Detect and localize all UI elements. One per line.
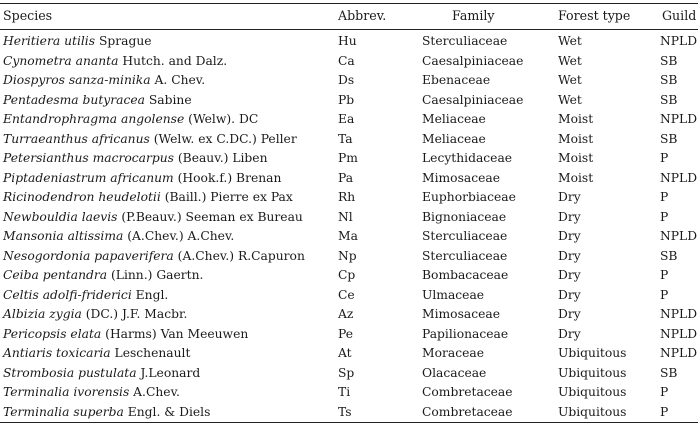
abbrev-cell: Pe bbox=[338, 326, 353, 341]
species-cell bbox=[3, 52, 227, 71]
header-family: Family bbox=[452, 8, 495, 23]
species-scientific-name: Diospyros sanza-minika bbox=[3, 73, 151, 87]
species-scientific-name: Mansonia altissima bbox=[3, 229, 124, 243]
forest-type-cell: Dry bbox=[558, 190, 581, 204]
abbrev-cell: Ta bbox=[338, 131, 353, 146]
table-row bbox=[0, 305, 700, 324]
table-row bbox=[0, 32, 700, 51]
forest-type-cell: Moist bbox=[558, 170, 594, 185]
family-cell: Lecythidaceae bbox=[422, 151, 513, 165]
species-scientific-name: Albizia zygia bbox=[3, 307, 82, 321]
abbrev-cell: Ti bbox=[338, 385, 351, 399]
species-scientific-name: Celtis adolfi-friderici bbox=[3, 287, 132, 302]
forest-type-cell: Dry bbox=[558, 209, 581, 224]
guild-cell: SB bbox=[660, 53, 678, 68]
guild-cell: SB bbox=[660, 248, 678, 263]
forest-type-cell: Wet bbox=[558, 34, 582, 48]
species-cell bbox=[3, 247, 305, 266]
table-row bbox=[0, 91, 700, 110]
species-author: J.Leonard bbox=[136, 365, 201, 380]
species-author: Engl. & Diels bbox=[123, 404, 211, 419]
abbrev-cell: Pm bbox=[338, 151, 358, 165]
guild-cell: NPLD bbox=[660, 170, 698, 185]
table-row bbox=[0, 325, 700, 344]
family-cell: Combretaceae bbox=[422, 404, 513, 419]
guild-cell: NPLD bbox=[660, 346, 698, 360]
species-scientific-name: Cynometra ananta bbox=[3, 53, 119, 68]
forest-type-cell: Dry bbox=[558, 307, 581, 321]
abbrev-cell: Ma bbox=[338, 229, 358, 243]
forest-type-cell: Moist bbox=[558, 131, 594, 146]
species-author: (Hook.f.) Brenan bbox=[173, 170, 282, 185]
abbrev-cell: Sp bbox=[338, 365, 355, 380]
abbrev-cell: Ce bbox=[338, 287, 355, 302]
abbrev-cell: Ea bbox=[338, 112, 355, 126]
species-author: (Linn.) Gaertn. bbox=[107, 268, 204, 282]
species-scientific-name: Ricinodendron heudelotii bbox=[3, 190, 161, 204]
table-row bbox=[0, 383, 700, 402]
species-cell bbox=[3, 266, 203, 285]
family-cell: Bombacaceae bbox=[422, 268, 509, 282]
abbrev-cell: Az bbox=[338, 307, 354, 321]
species-scientific-name: Ceiba pentandra bbox=[3, 268, 108, 282]
species-author: Hutch. and Dalz. bbox=[118, 53, 228, 68]
guild-cell: NPLD bbox=[660, 112, 698, 126]
family-cell: Caesalpiniaceae bbox=[422, 53, 524, 68]
species-author: Sprague bbox=[95, 34, 152, 48]
guild-cell: SB bbox=[660, 73, 678, 87]
species-cell bbox=[3, 188, 293, 207]
abbrev-cell: Nl bbox=[338, 209, 353, 224]
abbrev-cell: Rh bbox=[338, 190, 356, 204]
species-author: (Harms) Van Meeuwen bbox=[101, 326, 249, 341]
forest-type-cell: Wet bbox=[558, 53, 582, 68]
forest-type-cell: Dry bbox=[558, 287, 581, 302]
species-author: Engl. bbox=[131, 287, 169, 302]
species-cell bbox=[3, 344, 190, 363]
species-cell bbox=[3, 91, 192, 110]
table-row bbox=[0, 130, 700, 149]
guild-cell: NPLD bbox=[660, 326, 698, 341]
abbrev-cell: Ds bbox=[338, 73, 355, 87]
abbrev-cell: Np bbox=[338, 248, 357, 263]
forest-type-cell: Moist bbox=[558, 112, 594, 126]
guild-cell: P bbox=[660, 385, 669, 399]
species-scientific-name: Turraeanthus africanus bbox=[3, 131, 150, 146]
guild-cell: NPLD bbox=[660, 34, 698, 48]
abbrev-cell: At bbox=[338, 346, 352, 360]
table-row bbox=[0, 227, 700, 246]
abbrev-cell: Pb bbox=[338, 92, 355, 107]
family-cell: Meliaceae bbox=[422, 112, 486, 126]
species-scientific-name: Entandrophragma angolense bbox=[3, 112, 185, 126]
species-scientific-name: Terminalia ivorensis bbox=[3, 385, 130, 399]
species-cell bbox=[3, 208, 303, 227]
table-row bbox=[0, 169, 700, 188]
species-cell bbox=[3, 305, 187, 324]
family-cell: Papilionaceae bbox=[422, 326, 509, 341]
table-row bbox=[0, 403, 700, 422]
table-row bbox=[0, 208, 700, 227]
table-row bbox=[0, 364, 700, 383]
family-cell: Ulmaceae bbox=[422, 287, 485, 302]
header-forest-type: Forest type bbox=[558, 8, 631, 23]
table-top-rule bbox=[0, 3, 698, 4]
table-row bbox=[0, 188, 700, 207]
table-row bbox=[0, 286, 700, 305]
header-abbrev: Abbrev. bbox=[338, 8, 387, 23]
species-scientific-name: Heritiera utilis bbox=[3, 34, 96, 48]
guild-cell: SB bbox=[660, 131, 678, 146]
species-scientific-name: Nesogordonia papaverifera bbox=[3, 248, 174, 263]
forest-type-cell: Wet bbox=[558, 92, 582, 107]
table-row bbox=[0, 344, 700, 363]
species-author: (A.Chev.) A.Chev. bbox=[123, 229, 235, 243]
table-row bbox=[0, 110, 700, 129]
guild-cell: P bbox=[660, 209, 669, 224]
species-cell bbox=[3, 110, 258, 129]
family-cell: Mimosaceae bbox=[422, 170, 501, 185]
abbrev-cell: Ts bbox=[338, 404, 352, 419]
table-row bbox=[0, 71, 700, 90]
family-cell: Meliaceae bbox=[422, 131, 486, 146]
species-cell bbox=[3, 169, 281, 188]
species-cell bbox=[3, 71, 205, 90]
header-guild: Guild bbox=[662, 8, 697, 23]
table-row bbox=[0, 149, 700, 168]
family-cell: Combretaceae bbox=[422, 385, 513, 399]
species-scientific-name: Strombosia pustulata bbox=[3, 365, 137, 380]
guild-cell: P bbox=[660, 404, 669, 419]
guild-cell: P bbox=[660, 151, 669, 165]
species-scientific-name: Petersianthus macrocarpus bbox=[3, 151, 174, 165]
family-cell: Sterculiaceae bbox=[422, 229, 508, 243]
species-author: (P.Beauv.) Seeman ex Bureau bbox=[117, 209, 303, 224]
species-scientific-name: Pericopsis elata bbox=[3, 326, 102, 341]
table-bottom-rule bbox=[0, 422, 698, 423]
species-author: Sabine bbox=[144, 92, 192, 107]
family-cell: Olacaceae bbox=[422, 365, 487, 380]
guild-cell: NPLD bbox=[660, 307, 698, 321]
forest-type-cell: Ubiquitous bbox=[558, 365, 627, 380]
family-cell: Mimosaceae bbox=[422, 307, 501, 321]
guild-cell: SB bbox=[660, 365, 678, 380]
species-author: Leschenault bbox=[110, 346, 191, 360]
forest-type-cell: Dry bbox=[558, 268, 581, 282]
species-cell bbox=[3, 286, 168, 305]
species-author: A.Chev. bbox=[129, 385, 180, 399]
table-row bbox=[0, 266, 700, 285]
guild-cell: NPLD bbox=[660, 229, 698, 243]
forest-type-cell: Dry bbox=[558, 326, 581, 341]
family-cell: Sterculiaceae bbox=[422, 34, 508, 48]
species-cell bbox=[3, 130, 297, 149]
abbrev-cell: Hu bbox=[338, 34, 357, 48]
forest-type-cell: Ubiquitous bbox=[558, 346, 627, 360]
family-cell: Moraceae bbox=[422, 346, 484, 360]
species-cell bbox=[3, 403, 210, 422]
forest-type-cell: Dry bbox=[558, 248, 581, 263]
species-author: A. Chev. bbox=[150, 73, 206, 87]
species-cell bbox=[3, 383, 180, 402]
forest-type-cell: Moist bbox=[558, 151, 594, 165]
guild-cell: P bbox=[660, 190, 669, 204]
abbrev-cell: Pa bbox=[338, 170, 354, 185]
header-species: Species bbox=[3, 8, 53, 23]
species-author: (Beauv.) Liben bbox=[173, 151, 268, 165]
guild-cell: P bbox=[660, 268, 669, 282]
forest-type-cell: Wet bbox=[558, 73, 582, 87]
guild-cell: SB bbox=[660, 92, 678, 107]
species-scientific-name: Piptadeniastrum africanum bbox=[3, 170, 174, 185]
species-cell bbox=[3, 364, 200, 383]
species-scientific-name: Newbouldia laevis bbox=[3, 209, 118, 224]
guild-cell: P bbox=[660, 287, 669, 302]
table-header-rule bbox=[0, 29, 698, 30]
species-cell bbox=[3, 227, 234, 246]
species-cell bbox=[3, 32, 152, 51]
family-cell: Ebenaceae bbox=[422, 73, 491, 87]
table-header-row bbox=[0, 6, 700, 28]
forest-type-cell: Dry bbox=[558, 229, 581, 243]
abbrev-cell: Ca bbox=[338, 53, 355, 68]
species-author: (A.Chev.) R.Capuron bbox=[173, 248, 305, 263]
species-scientific-name: Pentadesma butyracea bbox=[3, 92, 145, 107]
forest-type-cell: Ubiquitous bbox=[558, 385, 627, 399]
species-cell bbox=[3, 149, 268, 168]
family-cell: Caesalpiniaceae bbox=[422, 92, 524, 107]
species-scientific-name: Terminalia superba bbox=[3, 404, 124, 419]
species-cell bbox=[3, 325, 248, 344]
family-cell: Euphorbiaceae bbox=[422, 190, 516, 204]
table-row bbox=[0, 247, 700, 266]
species-author: (Welw. ex C.DC.) Peller bbox=[149, 131, 297, 146]
forest-type-cell: Ubiquitous bbox=[558, 404, 627, 419]
species-author: (Baill.) Pierre ex Pax bbox=[160, 190, 293, 204]
table-row bbox=[0, 52, 700, 71]
abbrev-cell: Cp bbox=[338, 268, 356, 282]
family-cell: Bignoniaceae bbox=[422, 209, 507, 224]
species-author: (DC.) J.F. Macbr. bbox=[81, 307, 188, 321]
family-cell: Sterculiaceae bbox=[422, 248, 508, 263]
species-scientific-name: Antiaris toxicaria bbox=[3, 346, 111, 360]
species-author: (Welw). DC bbox=[184, 112, 259, 126]
